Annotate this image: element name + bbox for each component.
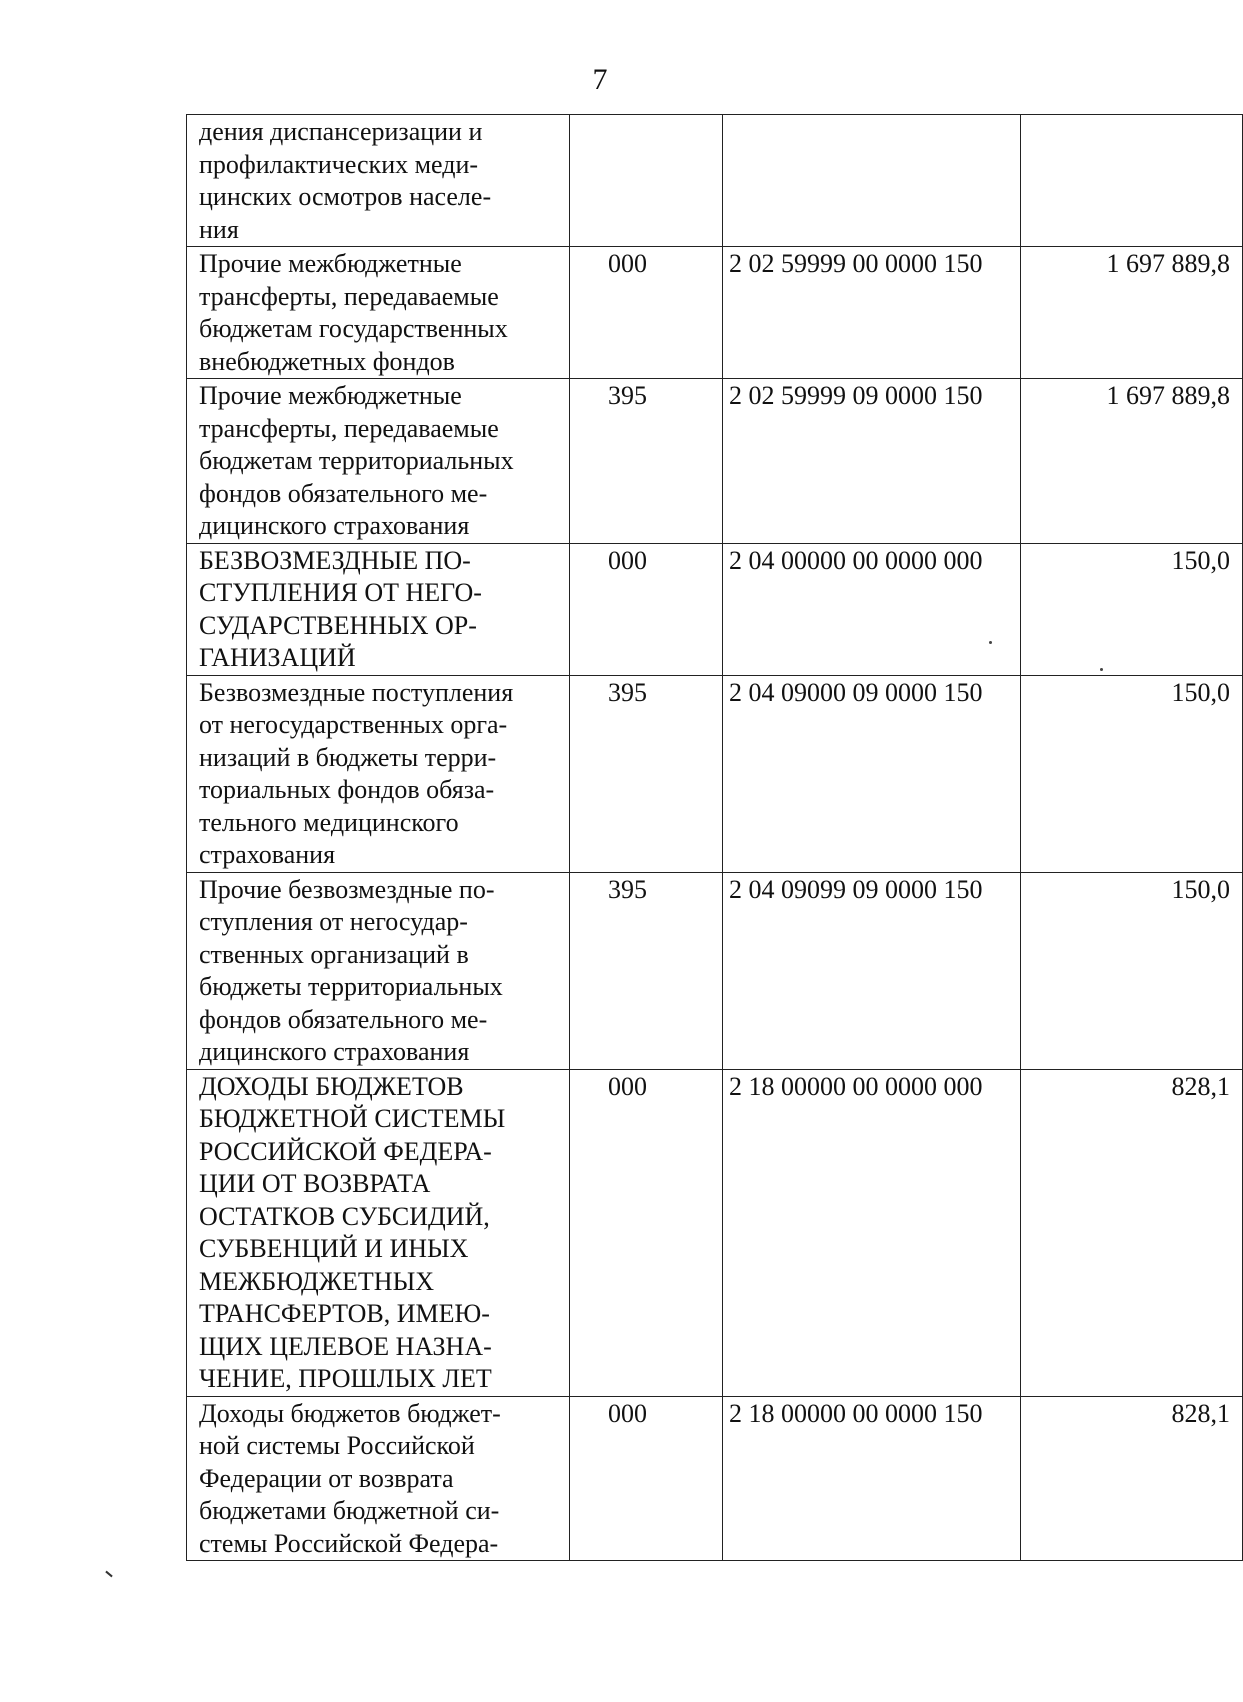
row-name-cell (187, 675, 570, 872)
row-name-cell (187, 1396, 570, 1561)
row-name-line: БЮДЖЕТНОЙ СИСТЕМЫ (199, 1104, 506, 1133)
row-name-line: Прочие безвозмездные по- (199, 874, 495, 904)
row-admin-code-cell: 000 (570, 247, 723, 379)
scan-mark (105, 1571, 112, 1578)
row-name-line: МЕЖБЮДЖЕТНЫХ (199, 1266, 435, 1296)
row-amount-cell: 1 697 889,8 (1021, 247, 1243, 379)
row-name-line: трансферты, передаваемые (199, 413, 499, 443)
row-name-line: страхования (199, 840, 336, 869)
row-amount-cell: 1 697 889,8 (1021, 379, 1243, 544)
row-name-line: Доходы бюджетов бюджет- (199, 1398, 501, 1428)
row-name-line: ЦИИ ОТ ВОЗВРАТА (199, 1169, 431, 1198)
row-name-line: ЩИХ ЦЕЛЕВОЕ НАЗНА- (199, 1331, 492, 1361)
row-name-line: трансферты, передаваемые (199, 281, 499, 311)
row-amount-cell (1021, 115, 1243, 247)
row-name-line: ДОХОДЫ БЮДЖЕТОВ (199, 1071, 464, 1101)
row-budget-code-cell: 2 04 09000 09 0000 150 (723, 675, 1021, 872)
row-name-line: Прочие межбюджетные (199, 381, 462, 410)
row-name-cell (187, 247, 570, 379)
row-name-line: БЕЗВОЗМЕЗДНЫЕ ПО- (199, 545, 471, 575)
row-name-line: дения диспансеризации и (199, 117, 483, 146)
row-name-line: от негосударственных орга- (199, 710, 508, 739)
row-name-line: СТУПЛЕНИЯ ОТ НЕГО- (199, 578, 482, 607)
row-name-line: ступления от негосудар- (199, 907, 468, 936)
row-admin-code-cell: 000 (570, 1396, 723, 1561)
row-name-line: ОСТАТКОВ СУБСИДИЙ, (199, 1201, 490, 1231)
row-name-line: ния (199, 214, 239, 244)
row-name-line: бюджеты территориальных (199, 972, 503, 1001)
row-name-line: ГАНИЗАЦИЙ (199, 643, 356, 672)
scan-speck (989, 641, 992, 644)
row-admin-code-cell: 395 (570, 379, 723, 544)
row-budget-code-cell: 2 02 59999 00 0000 150 (723, 247, 1021, 379)
row-name-line: СУДАРСТВЕННЫХ ОР- (199, 610, 477, 640)
row-name-line: СУБВЕНЦИЙ И ИНЫХ (199, 1234, 469, 1263)
row-name-line: профилактических меди- (199, 149, 479, 179)
row-name-line: бюджетами бюджетной си- (199, 1496, 500, 1525)
scan-speck (1100, 668, 1103, 671)
table-row (187, 379, 1243, 544)
table-row (187, 543, 1243, 675)
row-budget-code-cell: 2 18 00000 00 0000 150 (723, 1396, 1021, 1561)
row-admin-code-cell (570, 115, 723, 247)
row-name-line: бюджетам государственных (199, 314, 508, 343)
row-admin-code-cell: 395 (570, 872, 723, 1069)
table-row (187, 1396, 1243, 1561)
row-budget-code-cell: 2 04 09099 09 0000 150 (723, 872, 1021, 1069)
row-name-line: низаций в бюджеты терри- (199, 742, 497, 772)
table-row (187, 247, 1243, 379)
row-admin-code-cell: 395 (570, 675, 723, 872)
row-name-line: цинских осмотров населе- (199, 182, 492, 211)
row-name-line: дицинского страхования (199, 1037, 470, 1066)
row-name-line: бюджетам территориальных (199, 446, 514, 475)
table-row (187, 1069, 1243, 1396)
table-row (187, 675, 1243, 872)
row-budget-code-cell (723, 115, 1021, 247)
table-row (187, 115, 1243, 247)
table-row (187, 872, 1243, 1069)
row-amount-cell: 828,1 (1021, 1396, 1243, 1561)
row-name-line: дицинского страхования (199, 511, 470, 540)
row-name-line: Прочие межбюджетные (199, 249, 462, 278)
row-name-line: ЧЕНИЕ, ПРОШЛЫХ ЛЕТ (199, 1364, 492, 1393)
row-name-line: Безвозмездные поступления (199, 677, 514, 707)
table-body (187, 115, 1243, 1561)
row-name-line: ственных организаций в (199, 939, 469, 969)
row-name-cell (187, 543, 570, 675)
row-name-cell (187, 379, 570, 544)
row-name-cell (187, 1069, 570, 1396)
row-name-line: стемы Российской Федера- (199, 1528, 499, 1558)
row-amount-cell: 150,0 (1021, 675, 1243, 872)
row-amount-cell: 828,1 (1021, 1069, 1243, 1396)
row-name-line: тельного медицинского (199, 807, 459, 837)
row-amount-cell: 150,0 (1021, 543, 1243, 675)
row-budget-code-cell: 2 02 59999 09 0000 150 (723, 379, 1021, 544)
row-name-line: РОССИЙСКОЙ ФЕДЕРА- (199, 1136, 492, 1166)
row-name-line: внебюджетных фондов (199, 346, 455, 376)
row-name-line: фондов обязательного ме- (199, 478, 488, 508)
row-name-cell (187, 115, 570, 247)
row-name-line: фондов обязательного ме- (199, 1004, 488, 1034)
row-name-line: ТРАНСФЕРТОВ, ИМЕЮ- (199, 1299, 490, 1328)
row-budget-code-cell: 2 18 00000 00 0000 000 (723, 1069, 1021, 1396)
row-name-cell (187, 872, 570, 1069)
revenue-table (186, 114, 1243, 1561)
row-name-line: ной системы Российской (199, 1431, 475, 1460)
page-number: 7 (592, 63, 608, 96)
row-amount-cell: 150,0 (1021, 872, 1243, 1069)
row-admin-code-cell: 000 (570, 1069, 723, 1396)
row-name-line: ториальных фондов обяза- (199, 775, 495, 804)
row-budget-code-cell: 2 04 00000 00 0000 000 (723, 543, 1021, 675)
row-name-line: Федерации от возврата (199, 1463, 454, 1493)
row-admin-code-cell: 000 (570, 543, 723, 675)
